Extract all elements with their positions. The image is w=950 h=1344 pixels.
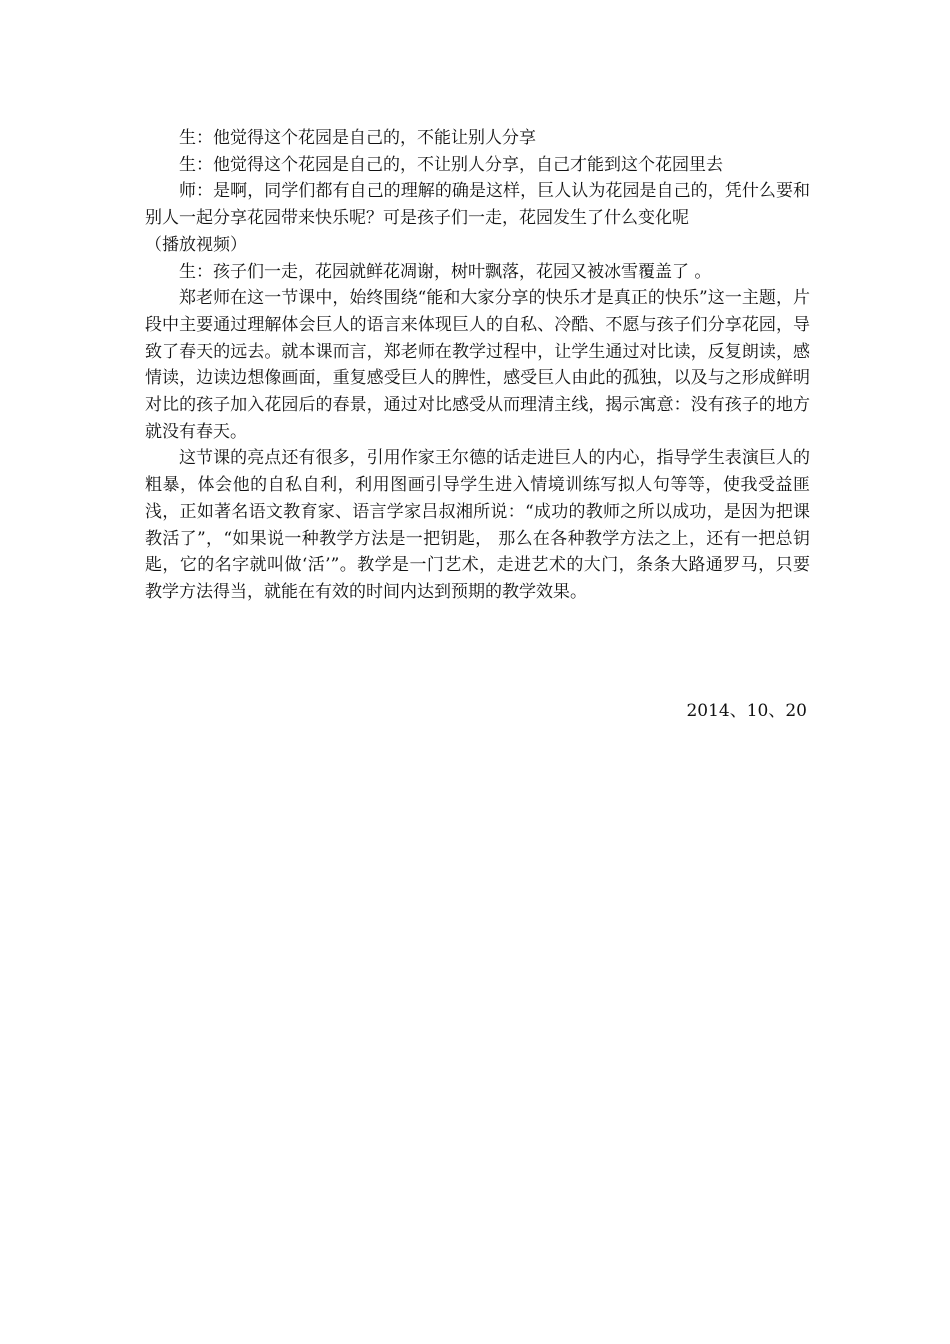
paragraph-student-answer-3: 生：孩子们一走，花园就鲜花凋谢，树叶飘落，花园又被冰雪覆盖了 。 bbox=[179, 261, 712, 282]
paragraph-commentary-2: 这节课的亮点还有很多，引用作家王尔德的话走进巨人的内心，指导学生表演巨人的粗暴，体会他的自私自利，利用图画引导学生进入情境训练写拟人句等等，使我受益匪浅，正如著名语文教育家、语言学家吕叔湘所说：“成功的教师之所以成功，是因为把课教活了”，“如果说一种教学方法是一把钥匙， 那么在各种教学方法之上，还有一把总钥匙，它的名字就叫做‘活’”。教学是一门艺术，走进艺术的大门，条条大路通罗马，只要教学方法得当，就能在有效的时间内达到预期的教学效果。 bbox=[145, 448, 810, 602]
document-date: 2014、10、20 bbox=[686, 701, 807, 721]
paragraph-teacher-question: 师：是啊，同学们都有自己的理解的确是这样，巨人认为花园是自己的，凭什么要和别人一起分享花园带来快乐呢？可是孩子们一走，花园发生了什么变化呢 bbox=[145, 181, 810, 229]
paragraph-student-answer-1: 生：他觉得这个花园是自己的，不能让别人分享 bbox=[179, 128, 536, 148]
paragraph-play-video-note: （播放视频） bbox=[145, 234, 247, 255]
paragraph-commentary-1: 郑老师在这一节课中，始终围绕“能和大家分享的快乐才是真正的快乐”这一主题，片段中主要通过理解体会巨人的语言来体现巨人的自私、冷酷、不愿与孩子们分享花园，导致了春天的远去。就本课而言，郑老师在教学过程中，让学生通过对比读，反复朗读，感情读，边读边想像画面，重复感受巨人的脾性，感受巨人由此的孤独，以及与之形成鲜明对比的孩子加入花园后的春景，通过对比感受从而理清主线，揭示寓意：没有孩子的地方就没有春天。 bbox=[145, 288, 810, 442]
paragraph-student-answer-2: 生：他觉得这个花园是自己的，不让别人分享，自己才能到这个花园里去 bbox=[179, 154, 723, 175]
document-body bbox=[145, 125, 810, 606]
